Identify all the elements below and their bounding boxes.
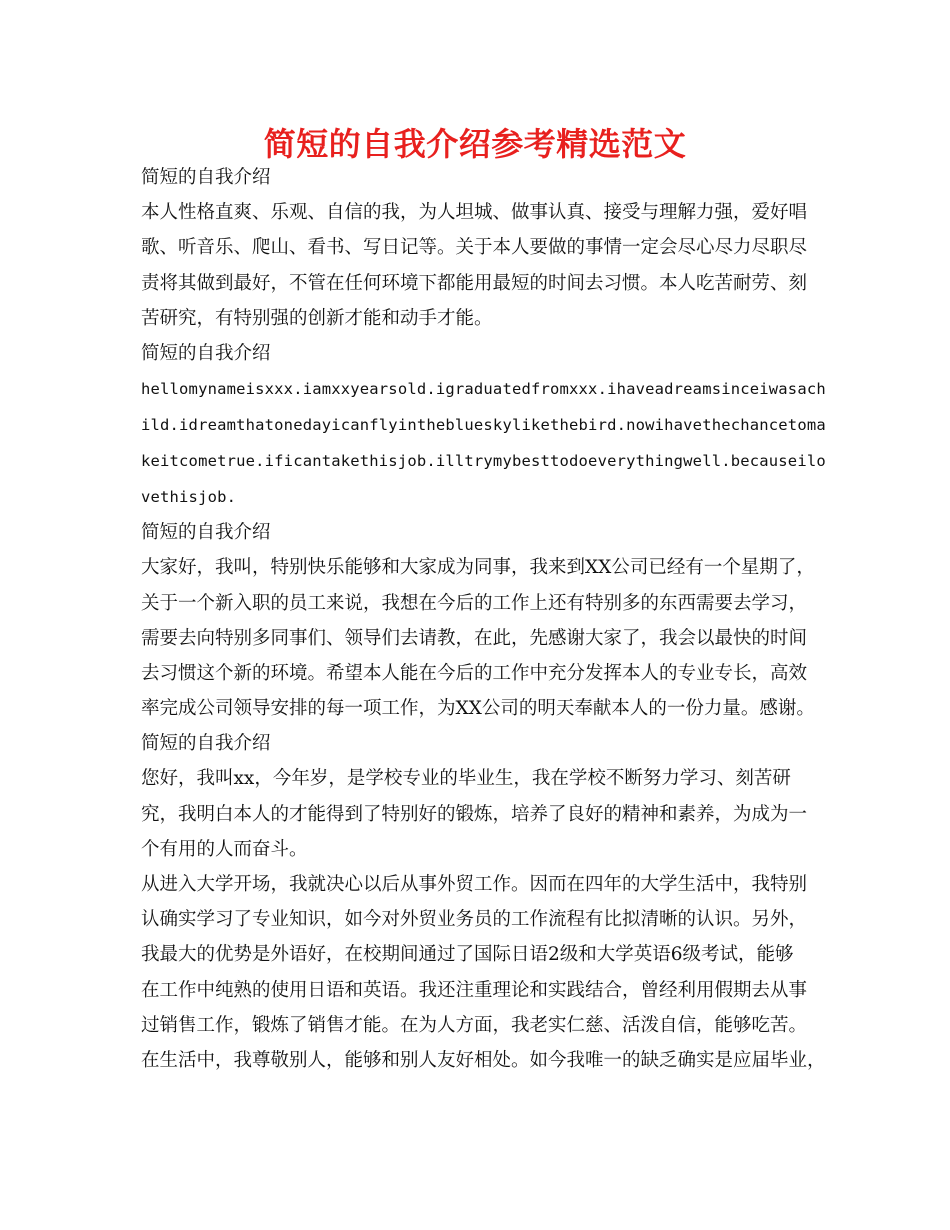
paragraph-line-english: hellomynameisxxx.iamxxyearsold.igraduatedfromxxx.ihaveadreamsinceiwasach	[141, 380, 826, 399]
paragraph-line: 我最大的优势是外语好，在校期间通过了国际日语2级和大学英语6级考试，能够	[141, 944, 794, 966]
paragraph-line: 关于一个新入职的员工来说，我想在今后的工作上还有特别多的东西需要去学习，	[141, 592, 808, 614]
section-heading: 简短的自我介绍	[141, 733, 271, 755]
paragraph-line: 个有用的人而奋斗。	[141, 838, 308, 860]
section-heading: 简短的自我介绍	[141, 167, 271, 188]
paragraph-line: 率完成公司领导安排的每一项工作，为XX公司的明天奉献本人的一份力量。感谢。	[141, 698, 815, 720]
paragraph-line: 从进入大学开场，我就决心以后从事外贸工作。因而在四年的大学生活中，我特别	[141, 874, 808, 895]
document-title: 简短的自我介绍参考精选范文	[263, 125, 687, 163]
paragraph-line-english: vethisjob.	[141, 488, 237, 507]
paragraph-line: 苦研究，有特别强的创新才能和动手才能。	[141, 307, 493, 329]
paragraph-line: 责将其做到最好，不管在任何环境下都能用最短的时间去习惯。本人吃苦耐劳、刻	[141, 272, 808, 294]
paragraph-line: 本人性格直爽、乐观、自信的我，为人坦城、做事认真、接受与理解力强，爱好唱	[141, 202, 808, 224]
paragraph-line: 认确实学习了专业知识，如今对外贸业务员的工作流程有比拟清晰的认识。另外，	[141, 909, 808, 931]
paragraph-line-english: keitcometrue.ificantakethisjob.illtrymybesttodoeverythingwell.becauseilo	[141, 452, 826, 471]
paragraph-line: 大家好，我叫，特别快乐能够和大家成为同事，我来到XX公司已经有一个星期了，	[141, 557, 815, 579]
document-body	[141, 160, 831, 1078]
paragraph-line: 过销售工作，锻炼了销售才能。在为人方面，我老实仁慈、活泼自信，能够吃苦。	[141, 1014, 808, 1036]
paragraph-line: 在工作中纯熟的使用日语和英语。我还注重理论和实践结合，曾经利用假期去从事	[141, 979, 808, 1001]
paragraph-line: 歌、听音乐、爬山、看书、写日记等。关于本人要做的事情一定会尽心尽力尽职尽	[141, 237, 808, 259]
paragraph-line: 您好，我叫xx，今年岁，是学校专业的毕业生，我在学校不断努力学习、刻苦研	[141, 768, 791, 790]
paragraph-line: 在生活中，我尊敬别人，能够和别人友好相处。如今我唯一的缺乏确实是应届毕业，	[141, 1049, 826, 1071]
section-heading: 简短的自我介绍	[141, 342, 271, 364]
paragraph-line-english: ild.idreamthatonedayicanflyintheblueskylikethebird.nowihavethechancetoma	[141, 416, 826, 435]
paragraph-line: 需要去向特别多同事们、领导们去请教，在此，先感谢大家了，我会以最快的时间	[141, 627, 808, 649]
paragraph-line: 去习惯这个新的环境。希望本人能在今后的工作中充分发挥本人的专业专长，高效	[141, 662, 808, 684]
paragraph-line: 究，我明白本人的才能得到了特别好的锻炼，培养了良好的精神和素养，为成为一	[141, 803, 808, 825]
section-heading: 简短的自我介绍	[141, 522, 271, 544]
